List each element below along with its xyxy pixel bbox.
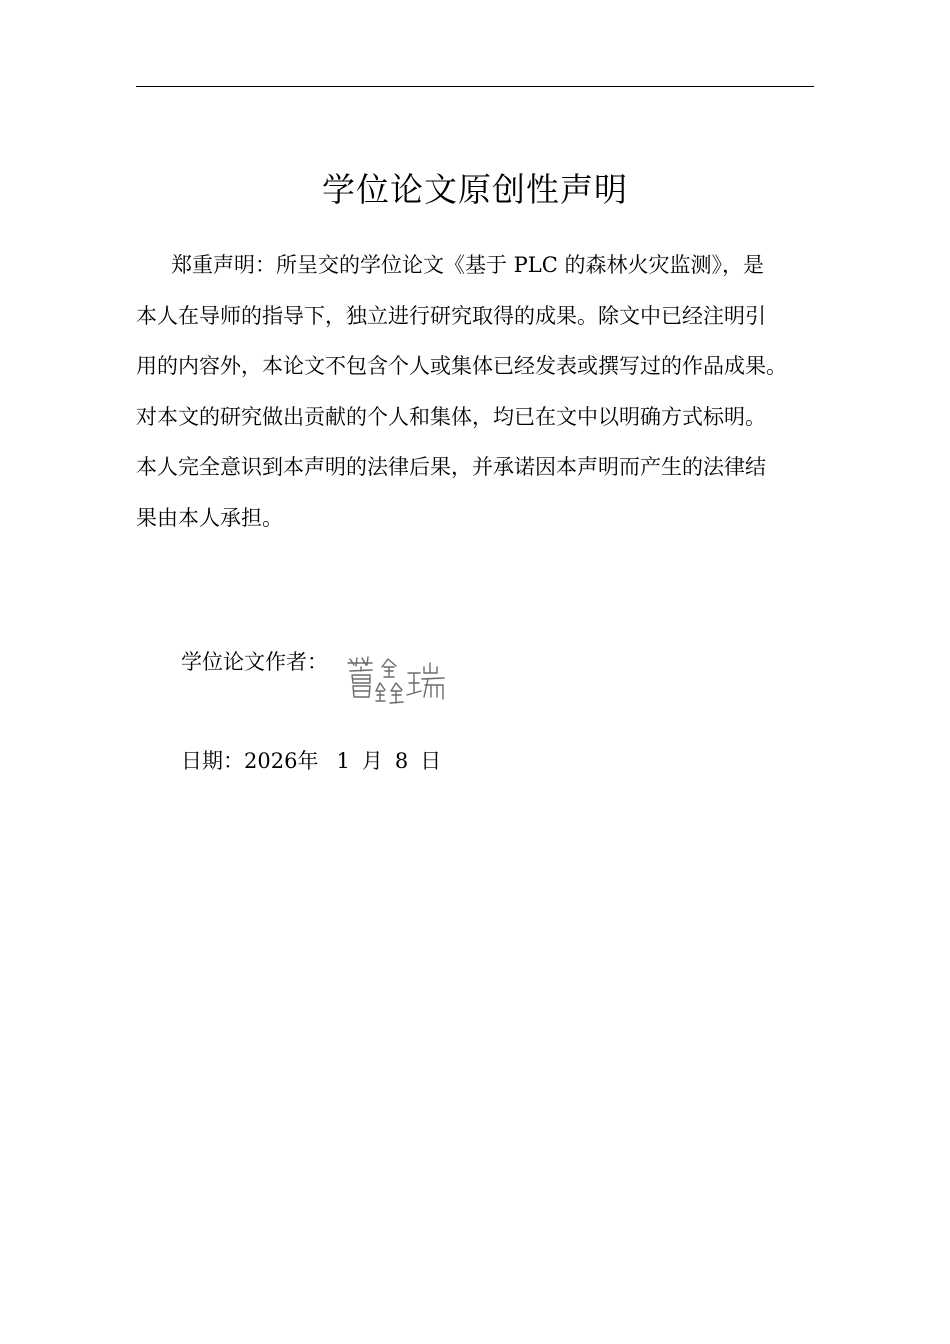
date-line — [181, 742, 441, 780]
handwritten-signature — [344, 653, 454, 719]
date-month: 1 — [336, 749, 350, 773]
date-label: 日期： — [181, 749, 244, 773]
date-day: 8 — [394, 749, 409, 773]
header-rule — [136, 86, 814, 87]
date-month-unit: 月 — [361, 749, 383, 773]
date-day-unit: 日 — [420, 749, 442, 773]
author-label: 学位论文作者： — [181, 650, 328, 674]
date-year-unit: 年 — [297, 749, 319, 773]
date-year: 2026 — [244, 749, 298, 773]
page-title: 学位论文原创性声明 — [322, 170, 628, 209]
declaration-body: 郑重声明：所呈交的学位论文《基于 PLC 的森林火灾监测》，是 本人在导师的指导下，独立进行研究取得的成果。除文中已经注明引 用的内容外，本论文不包含个人或集体已经发表或撰写过的作品成果。 对本文的研究做出贡献的个人和集体，均已在文中以明确方式标明。 本人完全意识到本声明的法律后果，并承诺因本声明而产生的法律结 果由本人承担。 — [136, 253, 787, 530]
